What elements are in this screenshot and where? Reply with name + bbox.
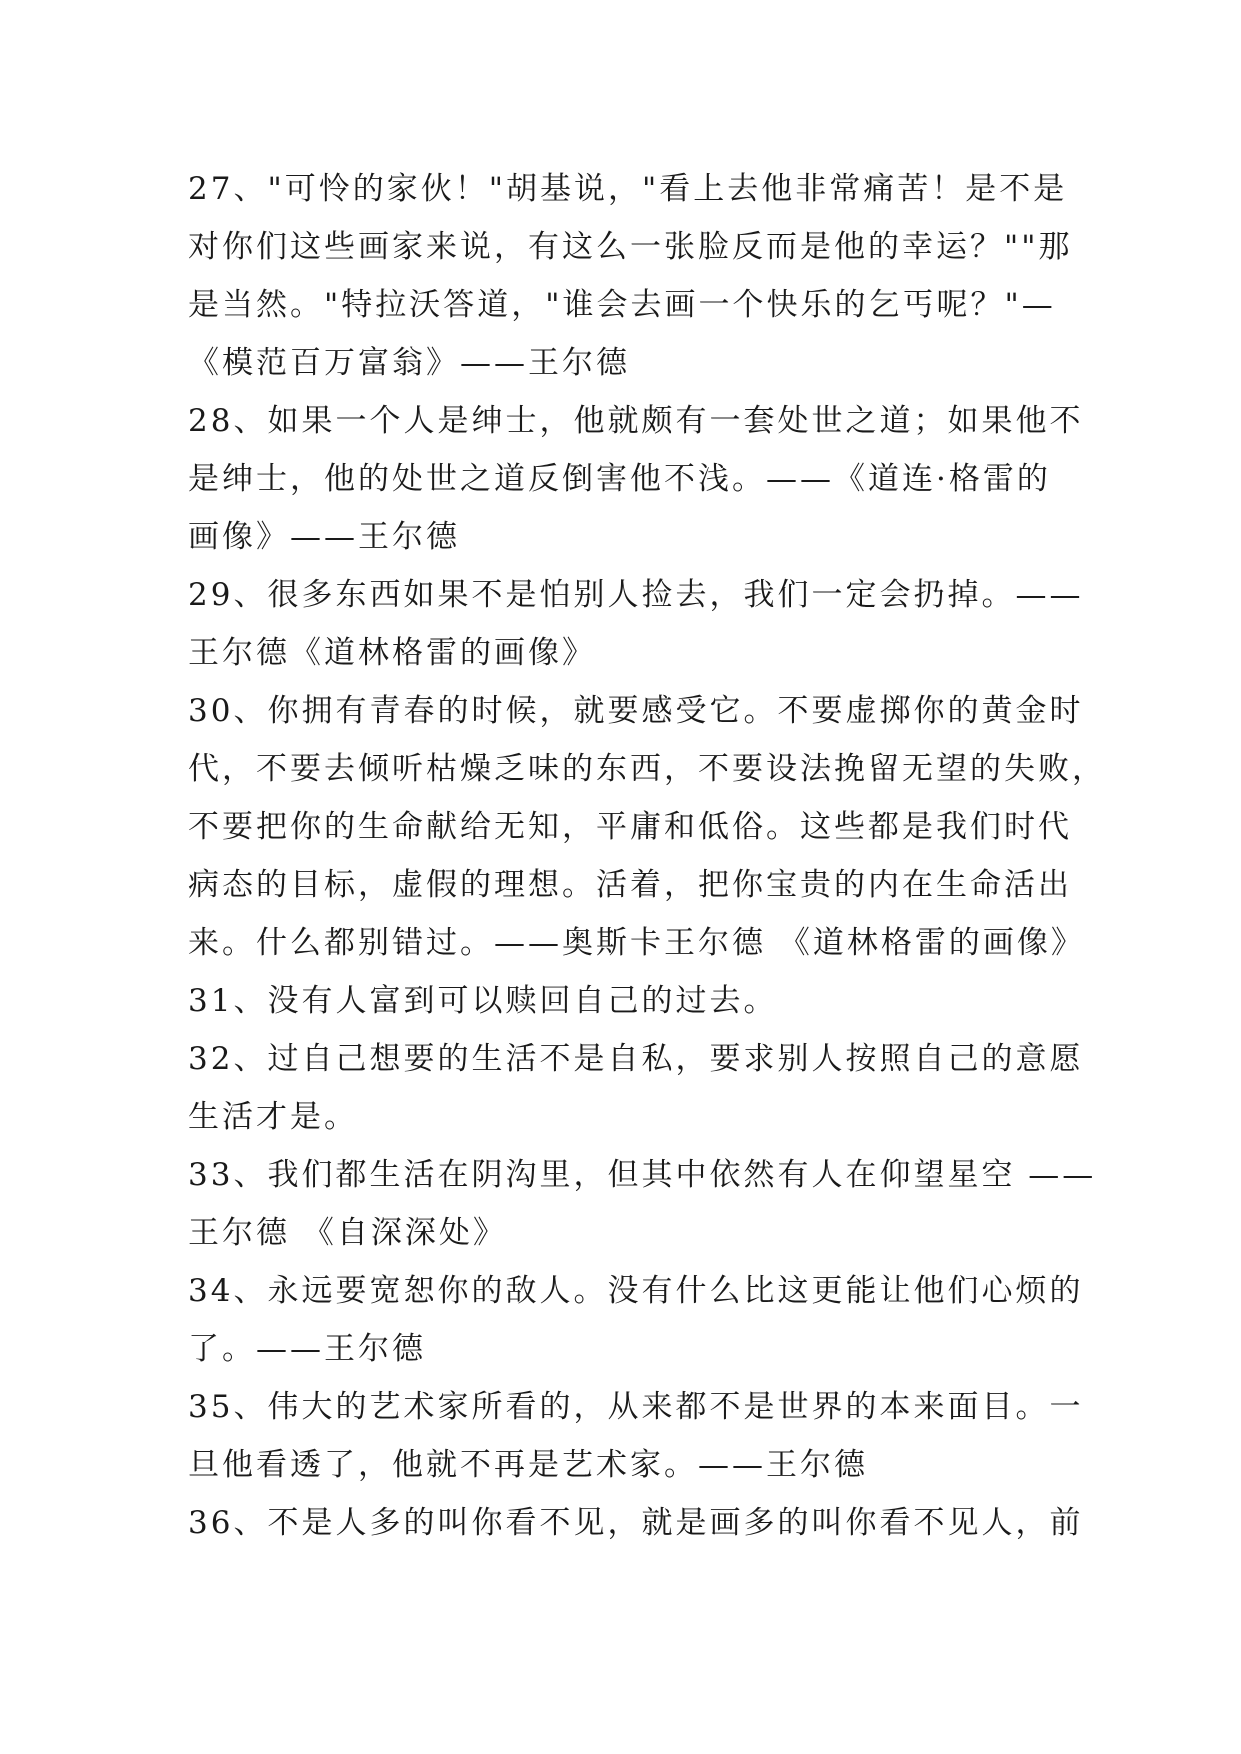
text-line: 27、"可怜的家伙！"胡基说，"看上去他非常痛苦！是不是 (188, 171, 1068, 207)
text-line: 33、我们都生活在阴沟里，但其中依然有人在仰望星空 —— (188, 1157, 1097, 1193)
text-line: 旦他看透了，他就不再是艺术家。——王尔德 (188, 1447, 868, 1483)
text-line: 29、很多东西如果不是怕别人捡去，我们一定会扔掉。—— (188, 577, 1084, 613)
text-line: 对你们这些画家来说，有这么一张脸反而是他的幸运？""那 (188, 229, 1073, 265)
text-line: 36、不是人多的叫你看不见，就是画多的叫你看不见人，前 (188, 1505, 1084, 1541)
text-line: 代，不要去倾听枯燥乏味的东西，不要设法挽留无望的失败， (188, 751, 1106, 787)
text-line: 32、过自己想要的生活不是自私，要求别人按照自己的意愿 (188, 1041, 1084, 1077)
text-line: 是绅士，他的处世之道反倒害他不浅。——《道连·格雷的 (188, 461, 1051, 497)
text-line: 31、没有人富到可以赎回自己的过去。 (188, 983, 778, 1019)
quote-list (188, 160, 1106, 1552)
text-line: 生活才是。 (188, 1099, 358, 1135)
text-line: 35、伟大的艺术家所看的，从来都不是世界的本来面目。一 (188, 1389, 1084, 1425)
text-line: 34、永远要宽恕你的敌人。没有什么比这更能让他们心烦的 (188, 1273, 1084, 1309)
text-line: 不要把你的生命献给无知，平庸和低俗。这些都是我们时代 (188, 809, 1072, 845)
text-line: 是当然。"特拉沃答道，"谁会去画一个快乐的乞丐呢？"— (188, 287, 1056, 323)
text-line: 病态的目标，虚假的理想。活着，把你宝贵的内在生命活出 (188, 867, 1072, 903)
text-line: 28、如果一个人是绅士，他就颇有一套处世之道；如果他不 (188, 403, 1084, 439)
text-line: 画像》——王尔德 (188, 519, 460, 555)
text-line: 王尔德 《自深深处》 (188, 1215, 507, 1251)
text-line: 王尔德《道林格雷的画像》 (188, 635, 596, 671)
text-line: 30、你拥有青春的时候，就要感受它。不要虚掷你的黄金时 (188, 693, 1084, 729)
text-line: 了。——王尔德 (188, 1331, 426, 1367)
text-line: 《模范百万富翁》——王尔德 (188, 345, 630, 381)
text-line: 来。什么都别错过。——奥斯卡王尔德 《道林格雷的画像》 (188, 925, 1085, 961)
